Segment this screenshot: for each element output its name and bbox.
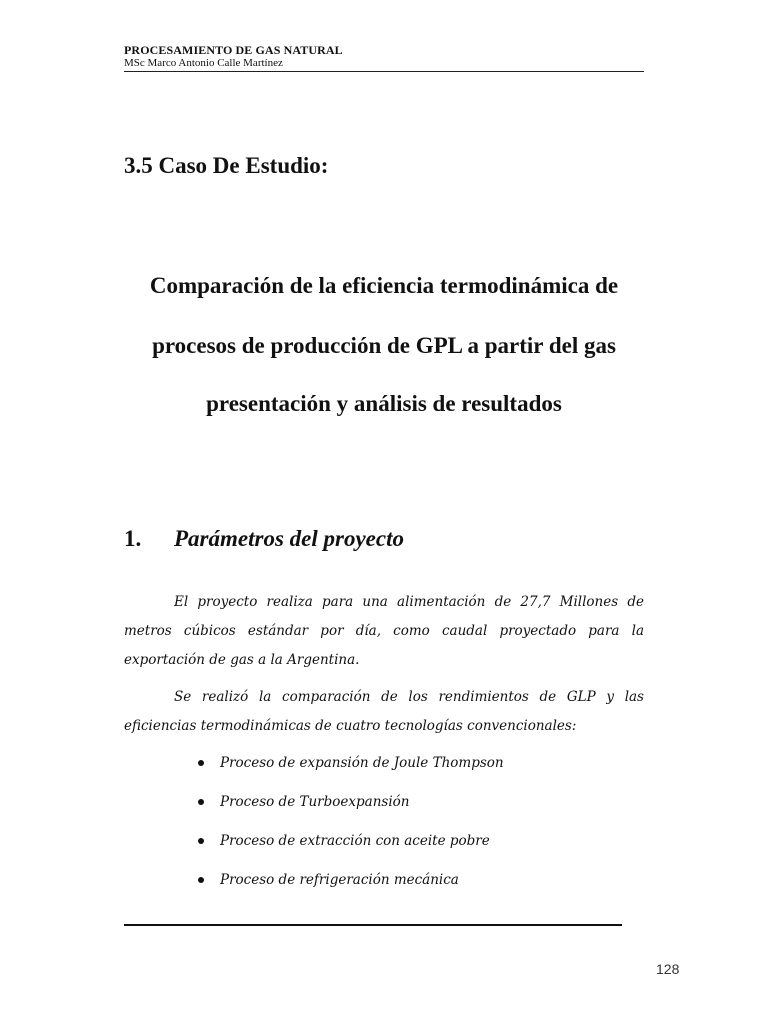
main-title-line-1: Comparación de la eficiencia termodinámica de <box>149 273 619 298</box>
main-title-line-2: procesos de producción de GPL a partir del gas <box>152 333 616 358</box>
technology-list <box>198 748 504 904</box>
list-item-text: Proceso de extracción con aceite pobre <box>220 833 490 849</box>
bullet-icon <box>198 838 204 844</box>
page-header <box>124 43 644 72</box>
bullet-icon <box>198 799 204 805</box>
section-title: 3.5 Caso De Estudio: <box>124 153 329 178</box>
list-item-text: Proceso de refrigeración mecánica <box>220 872 459 888</box>
footer-divider <box>124 924 622 926</box>
subsection-number: 1. <box>124 526 142 551</box>
list-item-text: Proceso de expansión de Joule Thompson <box>220 755 504 771</box>
list-item <box>198 826 504 865</box>
paragraph-1: El proyecto realiza para una alimentación de 27,7 Millones de metros cúbicos estándar por día, como caudal proyectado para la exportación de gas a la Argentina. <box>124 594 644 668</box>
subsection-heading <box>124 526 404 552</box>
header-title: PROCESAMIENTO DE GAS NATURAL <box>124 43 343 57</box>
main-title-line-3: presentación y análisis de resultados <box>206 391 562 416</box>
list-item-text: Proceso de Turboexpansión <box>220 794 410 810</box>
subsection-title: Parámetros del proyecto <box>174 526 404 551</box>
list-item <box>198 748 504 787</box>
page-number: 128 <box>656 961 680 977</box>
bullet-icon <box>198 877 204 883</box>
paragraph-2: Se realizó la comparación de los rendimientos de GLP y las eficiencias termodinámicas de cuatro tecnologías convencionales: <box>124 689 644 734</box>
list-item <box>198 787 504 826</box>
header-author: MSc Marco Antonio Calle Martínez <box>124 57 283 69</box>
list-item <box>198 865 504 904</box>
bullet-icon <box>198 760 204 766</box>
